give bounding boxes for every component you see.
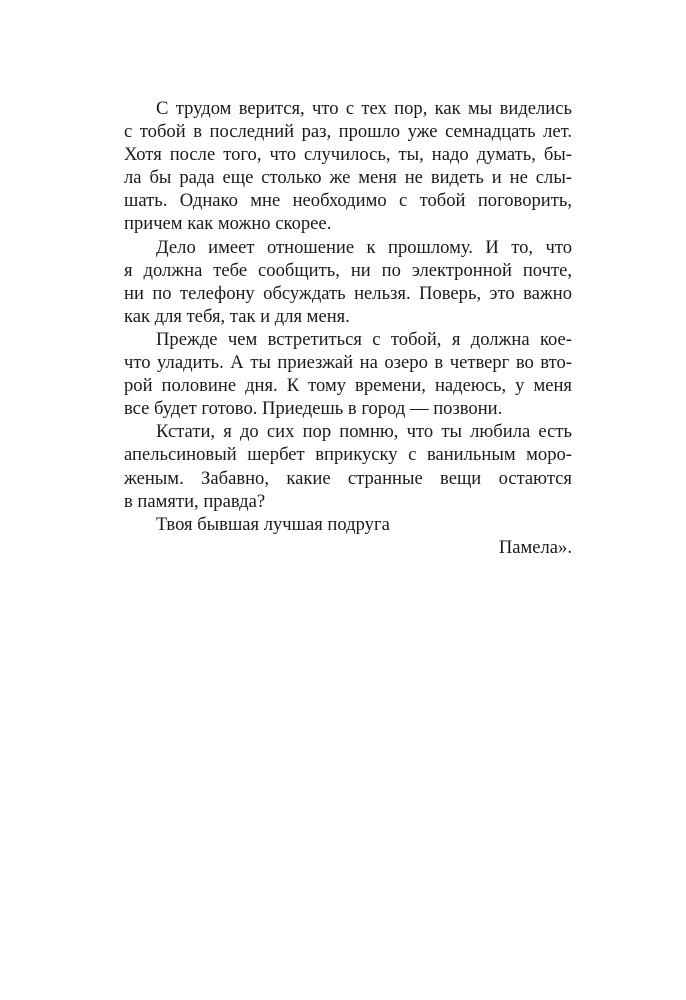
- paragraph-4: [124, 420, 572, 512]
- letter-closing: Твоя бывшая лучшая подруга: [156, 513, 390, 535]
- paragraph-3: [124, 328, 572, 420]
- text-line: все будет готово. Приедешь в город — позвони.: [124, 398, 503, 420]
- text-line: что уладить. А ты приезжай на озеро в четверг во вто-: [124, 352, 572, 374]
- text-line: С трудом верится, что с тех пор, как мы виделись: [156, 98, 572, 119]
- text-line: я должна тебе сообщить, ни по электронной почте,: [124, 259, 572, 281]
- text-line: Хотя после того, что случилось, ты, надо думать, бы-: [124, 144, 572, 166]
- paragraph-1: [124, 97, 572, 236]
- text-line: с тобой в последний раз, прошло уже семнадцать лет.: [124, 121, 572, 143]
- text-line: Прежде чем встретиться с тобой, я должна кое-: [156, 328, 572, 350]
- paragraph-2: [124, 236, 572, 328]
- text-line: ни по телефону обсуждать нельзя. Поверь, это важно: [124, 282, 572, 304]
- text-line: шать. Однако мне необходимо с тобой поговорить,: [124, 190, 572, 212]
- text-line: причем как можно скорее.: [124, 213, 332, 235]
- text-line: рой половине дня. К тому времени, надеюсь, у меня: [124, 375, 572, 397]
- text-line: Дело имеет отношение к прошлому. И то, что: [156, 236, 572, 258]
- text-line: женым. Забавно, какие странные вещи остаются: [124, 467, 572, 489]
- text-line: ла бы рада еще столько же меня не видеть и не слы-: [124, 167, 572, 189]
- text-line: в памяти, правда?: [124, 490, 266, 512]
- letter-body: [124, 97, 572, 559]
- letter-signature: Памела».: [498, 536, 572, 558]
- text-line: как для тебя, так и для меня.: [124, 305, 350, 327]
- text-line: Кстати, я до сих пор помню, что ты любила есть: [156, 421, 572, 443]
- text-line: апельсиновый шербет вприкуску с ванильным моро-: [124, 444, 572, 466]
